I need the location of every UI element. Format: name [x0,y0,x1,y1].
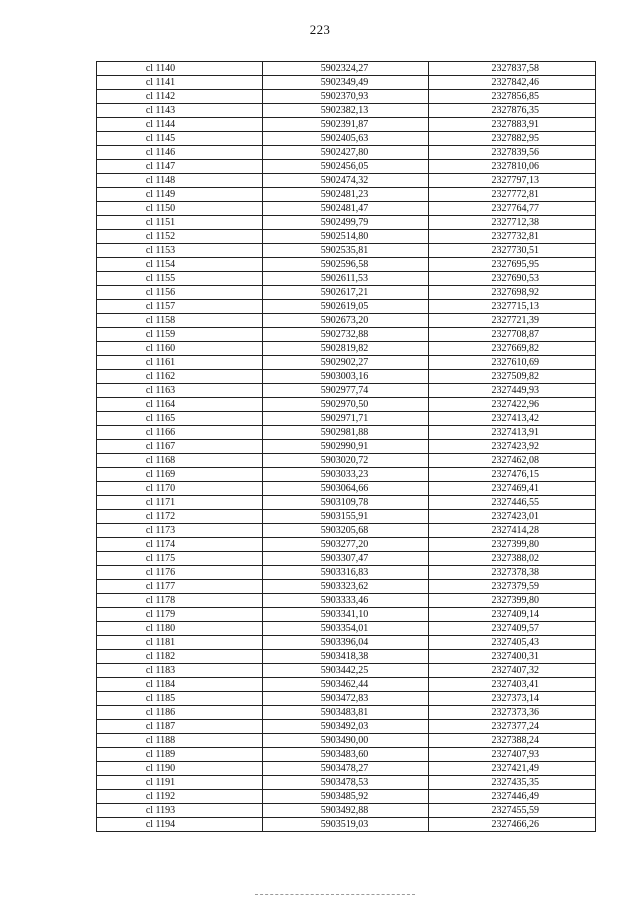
point-name-cell: cl 1149 [97,188,263,202]
table-row [97,132,596,146]
y-coordinate-cell: 2327810,06 [429,160,596,174]
y-coordinate-cell: 2327839,56 [429,146,596,160]
x-coordinate-cell: 5903492,03 [263,720,429,734]
x-coordinate-cell: 5903003,16 [263,370,429,384]
y-coordinate-cell: 2327421,49 [429,762,596,776]
y-coordinate-cell: 2327423,92 [429,440,596,454]
table-row [97,748,596,762]
y-coordinate-cell: 2327435,35 [429,776,596,790]
x-coordinate-cell: 5903418,38 [263,650,429,664]
y-coordinate-cell: 2327721,39 [429,314,596,328]
y-coordinate-cell: 2327610,69 [429,356,596,370]
point-name-cell: cl 1167 [97,440,263,454]
point-name-cell: cl 1157 [97,300,263,314]
table-row [97,188,596,202]
y-coordinate-cell: 2327469,41 [429,482,596,496]
table-row [97,734,596,748]
x-coordinate-cell: 5903478,27 [263,762,429,776]
table-row [97,300,596,314]
y-coordinate-cell: 2327876,35 [429,104,596,118]
x-coordinate-cell: 5902970,50 [263,398,429,412]
point-name-cell: cl 1173 [97,524,263,538]
table-row [97,328,596,342]
y-coordinate-cell: 2327414,28 [429,524,596,538]
x-coordinate-cell: 5902405,63 [263,132,429,146]
point-name-cell: cl 1171 [97,496,263,510]
table-row [97,650,596,664]
point-name-cell: cl 1176 [97,566,263,580]
y-coordinate-cell: 2327378,38 [429,566,596,580]
point-name-cell: cl 1156 [97,286,263,300]
y-coordinate-cell: 2327797,13 [429,174,596,188]
point-name-cell: cl 1155 [97,272,263,286]
x-coordinate-cell: 5903483,60 [263,748,429,762]
y-coordinate-cell: 2327455,59 [429,804,596,818]
table-row [97,762,596,776]
point-name-cell: cl 1154 [97,258,263,272]
y-coordinate-cell: 2327466,26 [429,818,596,832]
x-coordinate-cell: 5902902,27 [263,356,429,370]
point-name-cell: cl 1185 [97,692,263,706]
x-coordinate-cell: 5902819,82 [263,342,429,356]
point-name-cell: cl 1172 [97,510,263,524]
table-row [97,608,596,622]
y-coordinate-cell: 2327732,81 [429,230,596,244]
table-row [97,286,596,300]
x-coordinate-cell: 5903485,92 [263,790,429,804]
y-coordinate-cell: 2327772,81 [429,188,596,202]
x-coordinate-cell: 5903307,47 [263,552,429,566]
point-name-cell: cl 1152 [97,230,263,244]
point-name-cell: cl 1193 [97,804,263,818]
table-row [97,552,596,566]
table-row [97,580,596,594]
table-row [97,104,596,118]
point-name-cell: cl 1178 [97,594,263,608]
x-coordinate-cell: 5902990,91 [263,440,429,454]
coordinates-table-body [97,62,596,832]
table-row [97,90,596,104]
y-coordinate-cell: 2327409,57 [429,622,596,636]
x-coordinate-cell: 5903205,68 [263,524,429,538]
point-name-cell: cl 1140 [97,62,263,76]
x-coordinate-cell: 5903020,72 [263,454,429,468]
point-name-cell: cl 1146 [97,146,263,160]
y-coordinate-cell: 2327669,82 [429,342,596,356]
y-coordinate-cell: 2327407,93 [429,748,596,762]
y-coordinate-cell: 2327407,32 [429,664,596,678]
table-row [97,76,596,90]
x-coordinate-cell: 5903316,83 [263,566,429,580]
table-row [97,342,596,356]
x-coordinate-cell: 5903033,23 [263,468,429,482]
table-row [97,258,596,272]
table-row [97,566,596,580]
y-coordinate-cell: 2327422,96 [429,398,596,412]
point-name-cell: cl 1162 [97,370,263,384]
table-row [97,398,596,412]
point-name-cell: cl 1159 [97,328,263,342]
point-name-cell: cl 1174 [97,538,263,552]
x-coordinate-cell: 5903323,62 [263,580,429,594]
x-coordinate-cell: 5903396,04 [263,636,429,650]
x-coordinate-cell: 5903462,44 [263,678,429,692]
x-coordinate-cell: 5902382,13 [263,104,429,118]
table-row [97,314,596,328]
x-coordinate-cell: 5903109,78 [263,496,429,510]
point-name-cell: cl 1145 [97,132,263,146]
point-name-cell: cl 1141 [97,76,263,90]
y-coordinate-cell: 2327449,93 [429,384,596,398]
point-name-cell: cl 1158 [97,314,263,328]
x-coordinate-cell: 5903442,25 [263,664,429,678]
table-row [97,356,596,370]
x-coordinate-cell: 5902673,20 [263,314,429,328]
y-coordinate-cell: 2327698,92 [429,286,596,300]
y-coordinate-cell: 2327446,49 [429,790,596,804]
x-coordinate-cell: 5902481,23 [263,188,429,202]
point-name-cell: cl 1184 [97,678,263,692]
table-row [97,412,596,426]
table-row [97,678,596,692]
y-coordinate-cell: 2327883,91 [429,118,596,132]
y-coordinate-cell: 2327405,43 [429,636,596,650]
table-row [97,594,596,608]
x-coordinate-cell: 5902427,80 [263,146,429,160]
point-name-cell: cl 1186 [97,706,263,720]
point-name-cell: cl 1187 [97,720,263,734]
point-name-cell: cl 1144 [97,118,263,132]
point-name-cell: cl 1182 [97,650,263,664]
y-coordinate-cell: 2327399,80 [429,594,596,608]
y-coordinate-cell: 2327399,80 [429,538,596,552]
table-row [97,468,596,482]
x-coordinate-cell: 5902456,05 [263,160,429,174]
x-coordinate-cell: 5903155,91 [263,510,429,524]
table-row [97,482,596,496]
x-coordinate-cell: 5902481,47 [263,202,429,216]
point-name-cell: cl 1192 [97,790,263,804]
table-row [97,454,596,468]
x-coordinate-cell: 5902596,58 [263,258,429,272]
footer-rule [255,894,415,895]
point-name-cell: cl 1161 [97,356,263,370]
x-coordinate-cell: 5902391,87 [263,118,429,132]
y-coordinate-cell: 2327690,53 [429,272,596,286]
point-name-cell: cl 1190 [97,762,263,776]
point-name-cell: cl 1189 [97,748,263,762]
x-coordinate-cell: 5903064,66 [263,482,429,496]
table-row [97,510,596,524]
table-row [97,804,596,818]
table-row [97,370,596,384]
x-coordinate-cell: 5903277,20 [263,538,429,552]
y-coordinate-cell: 2327373,14 [429,692,596,706]
y-coordinate-cell: 2327379,59 [429,580,596,594]
y-coordinate-cell: 2327708,87 [429,328,596,342]
point-name-cell: cl 1153 [97,244,263,258]
table-row [97,790,596,804]
x-coordinate-cell: 5903519,03 [263,818,429,832]
y-coordinate-cell: 2327856,85 [429,90,596,104]
x-coordinate-cell: 5902514,80 [263,230,429,244]
point-name-cell: cl 1164 [97,398,263,412]
point-name-cell: cl 1180 [97,622,263,636]
point-name-cell: cl 1150 [97,202,263,216]
table-row [97,272,596,286]
table-row [97,216,596,230]
y-coordinate-cell: 2327882,95 [429,132,596,146]
table-row [97,384,596,398]
point-name-cell: cl 1165 [97,412,263,426]
y-coordinate-cell: 2327695,95 [429,258,596,272]
x-coordinate-cell: 5903354,01 [263,622,429,636]
y-coordinate-cell: 2327764,77 [429,202,596,216]
table-row [97,440,596,454]
x-coordinate-cell: 5902535,81 [263,244,429,258]
point-name-cell: cl 1177 [97,580,263,594]
x-coordinate-cell: 5903478,53 [263,776,429,790]
table-row [97,174,596,188]
table-row [97,622,596,636]
table-row [97,720,596,734]
point-name-cell: cl 1147 [97,160,263,174]
table-row [97,230,596,244]
page-number: 223 [309,22,331,37]
point-name-cell: cl 1179 [97,608,263,622]
point-name-cell: cl 1166 [97,426,263,440]
point-name-cell: cl 1181 [97,636,263,650]
point-name-cell: cl 1163 [97,384,263,398]
x-coordinate-cell: 5902732,88 [263,328,429,342]
x-coordinate-cell: 5902474,32 [263,174,429,188]
point-name-cell: cl 1160 [97,342,263,356]
point-name-cell: cl 1175 [97,552,263,566]
y-coordinate-cell: 2327413,42 [429,412,596,426]
y-coordinate-cell: 2327476,15 [429,468,596,482]
y-coordinate-cell: 2327423,01 [429,510,596,524]
y-coordinate-cell: 2327373,36 [429,706,596,720]
x-coordinate-cell: 5903341,10 [263,608,429,622]
table-row [97,818,596,832]
table-row [97,244,596,258]
x-coordinate-cell: 5902349,49 [263,76,429,90]
x-coordinate-cell: 5902619,05 [263,300,429,314]
x-coordinate-cell: 5902499,79 [263,216,429,230]
y-coordinate-cell: 2327409,14 [429,608,596,622]
table-row [97,496,596,510]
x-coordinate-cell: 5902971,71 [263,412,429,426]
x-coordinate-cell: 5902370,93 [263,90,429,104]
table-row [97,62,596,76]
y-coordinate-cell: 2327388,02 [429,552,596,566]
point-name-cell: cl 1168 [97,454,263,468]
table-row [97,664,596,678]
y-coordinate-cell: 2327712,38 [429,216,596,230]
table-row [97,636,596,650]
table-row [97,146,596,160]
x-coordinate-cell: 5902981,88 [263,426,429,440]
x-coordinate-cell: 5902977,74 [263,384,429,398]
table-row [97,524,596,538]
x-coordinate-cell: 5903333,46 [263,594,429,608]
point-name-cell: cl 1188 [97,734,263,748]
table-row [97,776,596,790]
y-coordinate-cell: 2327837,58 [429,62,596,76]
y-coordinate-cell: 2327403,41 [429,678,596,692]
y-coordinate-cell: 2327462,08 [429,454,596,468]
point-name-cell: cl 1142 [97,90,263,104]
table-row [97,692,596,706]
point-name-cell: cl 1170 [97,482,263,496]
coordinates-table [96,61,596,832]
x-coordinate-cell: 5902617,21 [263,286,429,300]
point-name-cell: cl 1143 [97,104,263,118]
y-coordinate-cell: 2327842,46 [429,76,596,90]
y-coordinate-cell: 2327400,31 [429,650,596,664]
point-name-cell: cl 1169 [97,468,263,482]
y-coordinate-cell: 2327715,13 [429,300,596,314]
table-row [97,706,596,720]
point-name-cell: cl 1183 [97,664,263,678]
x-coordinate-cell: 5903490,00 [263,734,429,748]
y-coordinate-cell: 2327377,24 [429,720,596,734]
table-row [97,160,596,174]
table-row [97,538,596,552]
y-coordinate-cell: 2327446,55 [429,496,596,510]
point-name-cell: cl 1151 [97,216,263,230]
y-coordinate-cell: 2327413,91 [429,426,596,440]
y-coordinate-cell: 2327388,24 [429,734,596,748]
point-name-cell: cl 1194 [97,818,263,832]
table-row [97,118,596,132]
x-coordinate-cell: 5903492,88 [263,804,429,818]
point-name-cell: cl 1191 [97,776,263,790]
x-coordinate-cell: 5902611,53 [263,272,429,286]
x-coordinate-cell: 5903472,83 [263,692,429,706]
table-row [97,426,596,440]
x-coordinate-cell: 5903483,81 [263,706,429,720]
y-coordinate-cell: 2327730,51 [429,244,596,258]
point-name-cell: cl 1148 [97,174,263,188]
x-coordinate-cell: 5902324,27 [263,62,429,76]
table-row [97,202,596,216]
y-coordinate-cell: 2327509,82 [429,370,596,384]
